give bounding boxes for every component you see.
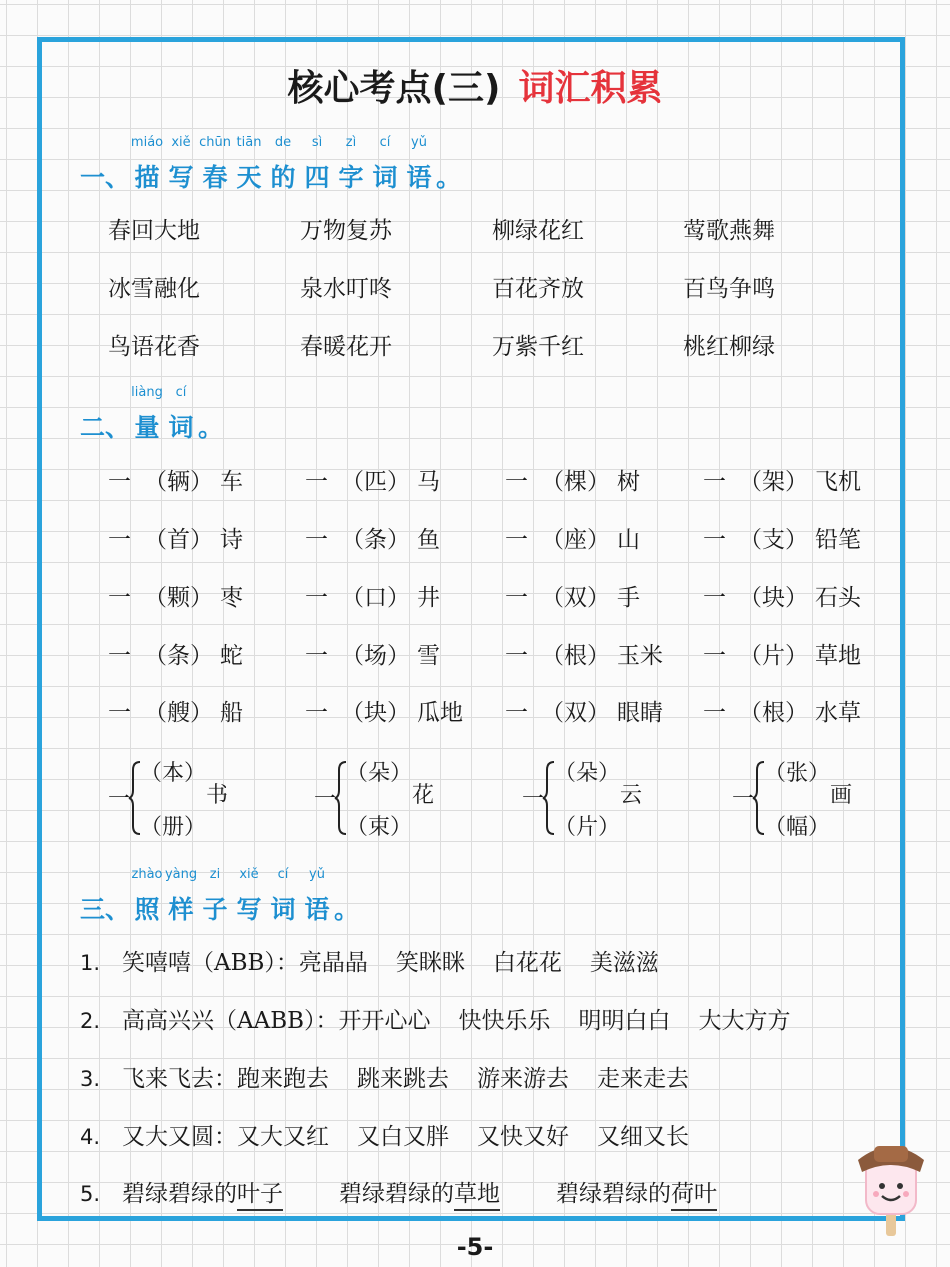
heading-char [130, 385, 164, 444]
heading-pinyin: cí [379, 135, 391, 150]
measure-word: （片） [739, 643, 808, 669]
measure-word-item [108, 521, 243, 554]
measure-word-item [703, 579, 861, 612]
measure-word-item [108, 637, 243, 670]
measure-noun: 飞机 [815, 469, 861, 495]
heading-punct: 二、 [80, 413, 131, 442]
brace-noun: 书 [206, 783, 229, 808]
section-1-heading [80, 135, 462, 194]
heading-pinyin: tiān [236, 135, 262, 150]
item-answer: 走来走去 [597, 1066, 689, 1092]
item-answer: 白花花 [492, 950, 562, 976]
heading-char-text: 写 [168, 163, 194, 192]
item-answer: 笑眯眯 [395, 950, 465, 976]
item-prompt: 又大又圆： [122, 1124, 237, 1150]
brace-noun: 花 [412, 783, 435, 808]
item-answer: 美滋滋 [589, 950, 659, 976]
measure-one: 一 [305, 469, 328, 495]
heading-punct: 。 [436, 163, 462, 192]
measure-word: （辆） [144, 469, 213, 495]
heading-punct: 一、 [80, 163, 131, 192]
heading-char-text: 描 [134, 163, 160, 192]
heading-pinyin: chūn [199, 135, 231, 150]
spring-word: 鸟语花香 [108, 334, 200, 360]
measure-noun: 山 [617, 527, 640, 553]
spring-word: 冰雪融化 [108, 276, 200, 302]
heading-pinyin: de [274, 135, 292, 150]
heading-char-text: 词 [270, 895, 296, 924]
measure-word-item [505, 579, 640, 612]
spring-word: 春回大地 [108, 218, 200, 244]
measure-word: （颗） [144, 585, 213, 611]
item-answer-underlined: 草地 [454, 1181, 500, 1211]
measure-one: 一 [108, 527, 131, 553]
heading-char [232, 867, 266, 926]
brace-one: 一 [108, 787, 131, 812]
measure-word: （艘） [144, 700, 213, 726]
heading-char [300, 867, 334, 926]
measure-noun: 枣 [220, 585, 243, 611]
brace-option: （束） [346, 815, 413, 840]
heading-pinyin: xiě [239, 867, 259, 882]
heading-char [164, 385, 198, 444]
brace-one: 一 [314, 787, 337, 812]
item-answer: 亮晶晶 [298, 950, 368, 976]
measure-word: （块） [341, 700, 410, 726]
measure-word-item [305, 579, 440, 612]
measure-word: （架） [739, 469, 808, 495]
pattern-item [80, 1060, 689, 1093]
heading-pinyin: miáo [130, 135, 164, 150]
measure-one: 一 [703, 643, 726, 669]
brace-option: （朵） [346, 761, 413, 786]
heading-char-text: 天 [236, 163, 262, 192]
measure-one: 一 [305, 585, 328, 611]
heading-char-text: 字 [338, 163, 364, 192]
measure-word: （棵） [541, 469, 610, 495]
item-number: 5. [80, 1182, 101, 1206]
measure-word-item [108, 579, 243, 612]
measure-one: 一 [108, 585, 131, 611]
item-number: 4. [80, 1125, 101, 1149]
heading-pinyin: liàng [131, 385, 163, 400]
item-answer: 游来游去 [477, 1066, 569, 1092]
brace-one: 一 [732, 787, 755, 812]
spring-word: 百鸟争鸣 [683, 276, 775, 302]
brace-option: （朵） [554, 761, 621, 786]
heading-pinyin: zi [209, 867, 221, 882]
measure-noun: 船 [220, 700, 243, 726]
heading-char [334, 135, 368, 194]
item-answer: 又细又长 [597, 1124, 689, 1150]
spring-word: 柳绿花红 [492, 218, 584, 244]
measure-word: （条） [144, 643, 213, 669]
measure-word: （双） [541, 700, 610, 726]
measure-one: 一 [305, 700, 328, 726]
heading-char [130, 867, 164, 926]
measure-word: （场） [341, 643, 410, 669]
pattern-item [80, 1118, 689, 1151]
measure-one: 一 [108, 643, 131, 669]
ice-cream-mascot-icon [852, 1138, 930, 1238]
brace-option: （片） [554, 815, 621, 840]
measure-noun: 瓜地 [417, 700, 463, 726]
measure-one: 一 [305, 643, 328, 669]
pattern-item [80, 1002, 791, 1035]
measure-word-item [108, 694, 243, 727]
heading-char-text: 照 [134, 895, 160, 924]
pattern-item [80, 944, 659, 977]
heading-pinyin: zhào [131, 867, 163, 882]
measure-word: （匹） [341, 469, 410, 495]
heading-pinyin: sì [311, 135, 323, 150]
spring-word: 百花齐放 [492, 276, 584, 302]
pattern-item-5 [80, 1175, 717, 1208]
measure-one: 一 [305, 527, 328, 553]
brace-noun: 云 [620, 783, 643, 808]
measure-word: （座） [541, 527, 610, 553]
heading-char [232, 135, 266, 194]
spring-word: 桃红柳绿 [683, 334, 775, 360]
measure-one: 一 [703, 585, 726, 611]
spring-word: 万物复苏 [300, 218, 392, 244]
item-prompt: 高高兴兴（AABB）： [122, 1008, 339, 1034]
heading-pinyin: zì [345, 135, 357, 150]
brace-option: （册） [140, 815, 207, 840]
measure-one: 一 [703, 469, 726, 495]
measure-word-item [108, 463, 243, 496]
heading-char [300, 135, 334, 194]
item-answer-underlined: 叶子 [237, 1181, 283, 1211]
heading-char-text: 春 [202, 163, 228, 192]
item-answer: 又大又红 [237, 1124, 329, 1150]
section-3-heading [80, 867, 360, 926]
measure-noun: 手 [617, 585, 640, 611]
measure-one: 一 [108, 469, 131, 495]
measure-word: （口） [341, 585, 410, 611]
heading-char-text: 量 [134, 413, 160, 442]
heading-char-text: 四 [304, 163, 330, 192]
measure-noun: 眼睛 [617, 700, 663, 726]
heading-char-text: 词 [168, 413, 194, 442]
brace-option: （本） [140, 761, 207, 786]
measure-word-item [703, 463, 861, 496]
heading-punct: 三、 [80, 895, 131, 924]
item-answer-underlined: 荷叶 [671, 1181, 717, 1211]
measure-word: （块） [739, 585, 808, 611]
heading-char [368, 135, 402, 194]
item-number: 3. [80, 1067, 101, 1091]
measure-word-item [305, 521, 440, 554]
measure-word-item [505, 637, 663, 670]
spring-word: 万紫千红 [492, 334, 584, 360]
measure-word-item [505, 694, 663, 727]
measure-word-item [305, 463, 440, 496]
heading-char-text: 词 [372, 163, 398, 192]
heading-char [130, 135, 164, 194]
spring-word: 春暖花开 [300, 334, 392, 360]
item-answer: 快快乐乐 [458, 1008, 551, 1034]
spring-word: 莺歌燕舞 [683, 218, 775, 244]
measure-noun: 蛇 [220, 643, 243, 669]
heading-char [164, 867, 198, 926]
item-prompt: 笑嘻嘻（ABB）： [122, 950, 299, 976]
measure-noun: 石头 [815, 585, 861, 611]
measure-word-item [505, 463, 640, 496]
item-number: 2. [80, 1009, 101, 1033]
measure-word-item [703, 694, 861, 727]
title-main: 核心考点(三) [287, 68, 501, 109]
measure-noun: 玉米 [617, 643, 663, 669]
measure-noun: 鱼 [417, 527, 440, 553]
heading-pinyin: yǔ [309, 867, 325, 882]
measure-word-item [505, 521, 640, 554]
measure-noun: 水草 [815, 700, 861, 726]
measure-noun: 井 [417, 585, 440, 611]
item-prompt: 飞来飞去： [122, 1066, 237, 1092]
heading-char-text: 语 [304, 895, 330, 924]
measure-noun: 马 [417, 469, 440, 495]
heading-pinyin: cí [175, 385, 187, 400]
item-answer: 开开心心 [338, 1008, 431, 1034]
measure-word: （根） [739, 700, 808, 726]
heading-char [198, 135, 232, 194]
measure-one: 一 [703, 700, 726, 726]
item-answer: 又白又胖 [357, 1124, 449, 1150]
measure-one: 一 [703, 527, 726, 553]
section-2-heading [80, 385, 224, 444]
measure-word: （条） [341, 527, 410, 553]
heading-char [402, 135, 436, 194]
brace-one: 一 [522, 787, 545, 812]
measure-noun: 诗 [220, 527, 243, 553]
heading-pinyin: yǔ [411, 135, 427, 150]
measure-noun: 雪 [417, 643, 440, 669]
measure-one: 一 [108, 700, 131, 726]
measure-noun: 铅笔 [815, 527, 861, 553]
item-answer: 又快又好 [477, 1124, 569, 1150]
heading-char-text: 语 [406, 163, 432, 192]
measure-one: 一 [505, 469, 528, 495]
brace-option: （幅） [764, 815, 831, 840]
measure-noun: 草地 [815, 643, 861, 669]
measure-word: （支） [739, 527, 808, 553]
heading-punct: 。 [198, 413, 224, 442]
measure-one: 一 [505, 700, 528, 726]
measure-word-item [305, 637, 440, 670]
item-prompt: 碧绿碧绿的 [556, 1181, 671, 1207]
heading-char-text: 子 [202, 895, 228, 924]
heading-char-text: 样 [168, 895, 194, 924]
item-answer: 明明白白 [578, 1008, 671, 1034]
page-number: -5- [456, 1233, 494, 1261]
measure-word-item [305, 694, 463, 727]
measure-one: 一 [505, 643, 528, 669]
heading-pinyin: cí [277, 867, 289, 882]
measure-one: 一 [505, 527, 528, 553]
measure-noun: 树 [617, 469, 640, 495]
measure-word: （双） [541, 585, 610, 611]
spring-word: 泉水叮咚 [300, 276, 392, 302]
item-prompt: 碧绿碧绿的 [339, 1181, 454, 1207]
page-title [0, 60, 950, 111]
heading-punct: 。 [334, 895, 360, 924]
measure-word: （首） [144, 527, 213, 553]
measure-word: （根） [541, 643, 610, 669]
heading-char-text: 写 [236, 895, 262, 924]
heading-char [266, 867, 300, 926]
heading-char [198, 867, 232, 926]
heading-char [266, 135, 300, 194]
title-highlight: 词汇积累 [518, 68, 663, 109]
brace-option: （张） [764, 761, 831, 786]
brace-noun: 画 [830, 783, 853, 808]
measure-word-item [703, 521, 861, 554]
heading-pinyin: yàng [164, 867, 198, 882]
item-prompt: 碧绿碧绿的 [122, 1181, 237, 1207]
measure-word-item [703, 637, 861, 670]
measure-noun: 车 [220, 469, 243, 495]
heading-char [164, 135, 198, 194]
item-answer: 跳来跳去 [357, 1066, 449, 1092]
item-answer: 跑来跑去 [237, 1066, 329, 1092]
measure-one: 一 [505, 585, 528, 611]
item-answer: 大大方方 [698, 1008, 791, 1034]
item-number: 1. [80, 951, 101, 975]
heading-pinyin: xiě [171, 135, 191, 150]
heading-char-text: 的 [270, 163, 296, 192]
